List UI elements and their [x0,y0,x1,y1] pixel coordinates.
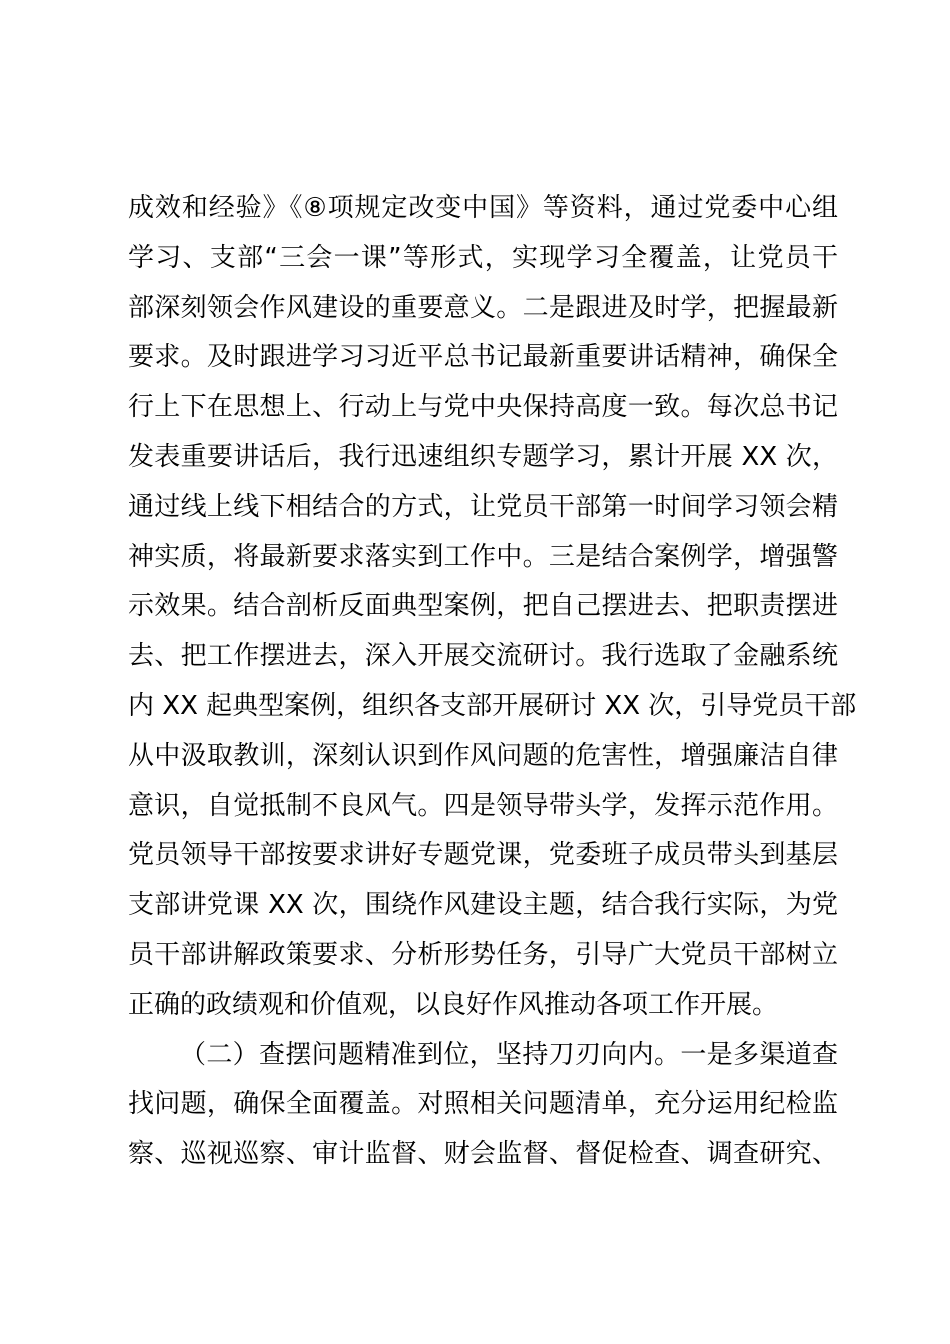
text-line-13: 意识，自觉抵制不良风气。四是领导带头学，发挥示范作用。 [128,790,838,821]
text-line-20: 察、巡视巡察、审计监督、财会监督、督促检查、调查研究、 [128,1139,838,1170]
text-line-16: 员干部讲解政策要求、分析形势任务，引导广大党员干部树立 [128,939,838,970]
text-line-15: 支部讲党课 XX 次，围绕作风建设主题，结合我行实际，为党 [128,890,838,921]
text-line-4: 要求。及时跟进学习习近平总书记最新重要讲话精神，确保全 [128,342,838,373]
text-line-2: 学习、支部“三会一课”等形式，实现学习全覆盖，让党员干 [128,242,838,273]
text-line-17: 正确的政绩观和价值观，以良好作风推动各项工作开展。 [128,989,779,1020]
text-line-19: 找问题，确保全面覆盖。对照相关问题清单，充分运用纪检监 [128,1089,838,1120]
section-heading-line: （二）查摆问题精准到位，坚持刀刃向内。一是多渠道查 [180,1039,838,1070]
text-line-6: 发表重要讲话后，我行迅速组织专题学习，累计开展 XX 次， [128,441,838,472]
text-line-8: 神实质，将最新要求落实到工作中。三是结合案例学，增强警 [128,541,838,572]
text-line-14: 党员领导干部按要求讲好专题党课，党委班子成员带头到基层 [128,840,838,871]
text-line-12: 从中汲取教训，深刻认识到作风问题的危害性，增强廉洁自律 [128,740,838,771]
body-text [128,184,857,1180]
text-line-3: 部深刻领会作风建设的重要意义。二是跟进及时学，把握最新 [128,292,838,323]
text-line-7: 通过线上线下相结合的方式，让党员干部第一时间学习领会精 [128,491,838,522]
text-line-1: 成效和经验》《⑧项规定改变中国》等资料，通过党委中心组 [128,193,838,223]
text-line-11: 内 XX 起典型案例，组织各支部开展研讨 XX 次，引导党员干部 [128,690,857,721]
text-line-10: 去、把工作摆进去，深入开展交流研讨。我行选取了金融系统 [128,641,838,672]
text-line-9: 示效果。结合剖析反面典型案例，把自己摆进去、把职责摆进 [128,591,838,622]
text-line-5: 行上下在思想上、行动上与党中央保持高度一致。每次总书记 [128,392,838,423]
